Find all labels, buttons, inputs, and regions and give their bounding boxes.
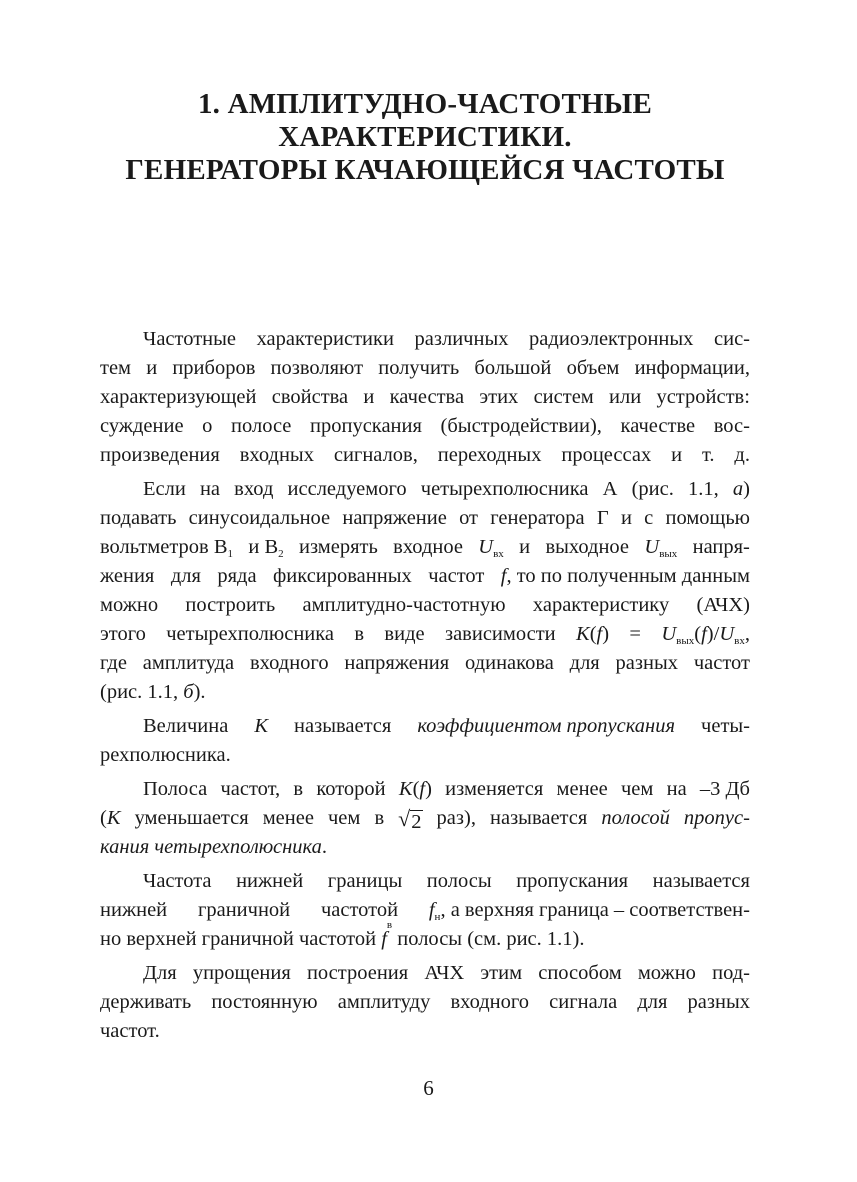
p6-line bbox=[100, 959, 750, 988]
word: для bbox=[569, 652, 600, 674]
word: характеризующей bbox=[100, 386, 257, 408]
word: Для bbox=[143, 962, 177, 984]
word: 1.1, bbox=[688, 478, 719, 500]
word: от bbox=[459, 507, 479, 529]
word: изменяется bbox=[445, 778, 544, 800]
word: амплитуду bbox=[337, 991, 431, 1013]
p1-line bbox=[100, 354, 750, 383]
word: свойства bbox=[271, 386, 349, 408]
p2-line bbox=[100, 591, 750, 620]
word: систем bbox=[533, 386, 594, 408]
word: граничной bbox=[197, 899, 291, 921]
word: подавать bbox=[100, 507, 177, 529]
word: на bbox=[199, 478, 221, 500]
word: приборов bbox=[172, 357, 256, 379]
word: Частотные bbox=[143, 328, 236, 350]
f-symbol: f bbox=[500, 565, 507, 587]
word: входное bbox=[393, 536, 463, 558]
word: нижней bbox=[236, 870, 304, 892]
word: АЧХ bbox=[424, 962, 465, 984]
formula-ratio: $U_{вых}(f)/U_{вх}$, bbox=[661, 623, 750, 647]
word: измерять bbox=[298, 536, 378, 558]
p1-line bbox=[100, 383, 750, 412]
word: характеристики bbox=[256, 328, 394, 350]
title-line-2: ХАРАКТЕРИСТИКИ. bbox=[278, 121, 572, 153]
p2-line: этого четырехполюсника в виде зависимости K(f) = $U_{вых}(f)/U_{вх}$, bbox=[100, 620, 750, 649]
word: частот, bbox=[220, 778, 281, 800]
p2-line: жения для ряда фиксированных частот f, то по полученным данным bbox=[100, 562, 750, 591]
word: А bbox=[602, 478, 618, 500]
word: полосе bbox=[231, 415, 292, 437]
word: разных bbox=[615, 652, 678, 674]
word: исследуемого bbox=[287, 478, 407, 500]
word: называется bbox=[652, 870, 750, 892]
word: Частота bbox=[143, 870, 212, 892]
word: для bbox=[637, 991, 668, 1013]
word: для bbox=[170, 565, 201, 587]
word: менее bbox=[556, 778, 608, 800]
word: можно bbox=[100, 594, 159, 616]
word: полосой bbox=[601, 807, 670, 829]
word: этого bbox=[100, 623, 146, 645]
word: на bbox=[666, 778, 687, 800]
page-number: 6 bbox=[423, 1076, 434, 1100]
word: сигналов, bbox=[333, 444, 418, 466]
word: генератора bbox=[490, 507, 585, 529]
word: под- bbox=[712, 962, 750, 984]
word: с bbox=[644, 507, 654, 529]
title-line-1: 1. АМПЛИТУДНО-ЧАСТОТНЫЕ bbox=[197, 88, 652, 120]
title-line-3: ГЕНЕРАТОРЫ КАЧАЮЩЕЙСЯ ЧАСТОТЫ bbox=[125, 154, 725, 186]
word: тем bbox=[100, 357, 132, 379]
word: синусоидальное bbox=[188, 507, 331, 529]
p6-line: частот. bbox=[100, 1020, 160, 1042]
word: способом bbox=[538, 962, 622, 984]
word: частотой bbox=[320, 899, 399, 921]
word: виде bbox=[384, 623, 425, 645]
p2-line: (рис. 1.1, б ). bbox=[100, 681, 206, 703]
word: сигнала bbox=[549, 991, 618, 1013]
word: помощью bbox=[665, 507, 750, 529]
word: (рис. bbox=[631, 478, 674, 500]
word: т. bbox=[701, 444, 715, 466]
word: чем bbox=[328, 807, 361, 829]
word: раз), bbox=[436, 807, 476, 829]
p2-line bbox=[100, 649, 750, 678]
word: объем bbox=[566, 357, 620, 379]
word: и bbox=[146, 357, 158, 379]
word: пропус- bbox=[683, 807, 750, 829]
word: о bbox=[202, 415, 213, 437]
u-in-symbol: $U_{вх}$ bbox=[478, 536, 504, 560]
word: и bbox=[519, 536, 531, 558]
u-out-symbol: $U_{вых}$ bbox=[644, 536, 678, 560]
body-text bbox=[100, 325, 750, 1046]
word: (быстродействии), bbox=[440, 415, 602, 437]
p4-line: Полоса частот, в которой K(f) изменяется менее чем на –3 Дб bbox=[100, 775, 750, 804]
word: информации, bbox=[634, 357, 750, 379]
word: четырехполюсника bbox=[420, 478, 589, 500]
p2-fig-label-a: а bbox=[732, 478, 744, 500]
word: пропускания bbox=[516, 870, 629, 892]
word: позволяют bbox=[270, 357, 364, 379]
term-transmission-coefficient: коэффициентом пропускания bbox=[417, 715, 676, 737]
word: частот bbox=[428, 565, 485, 587]
word: вос- bbox=[713, 415, 750, 437]
word: качестве bbox=[620, 415, 696, 437]
word: входного bbox=[249, 652, 329, 674]
word: в bbox=[354, 623, 365, 645]
formula-kf: K(f) bbox=[398, 778, 432, 800]
word: где bbox=[100, 652, 127, 674]
word: уменьшается bbox=[134, 807, 249, 829]
word: построения bbox=[306, 962, 409, 984]
word: Если bbox=[143, 478, 186, 500]
word: д. bbox=[734, 444, 750, 466]
word: этим bbox=[480, 962, 523, 984]
word: в bbox=[374, 807, 385, 829]
word: постоянную bbox=[211, 991, 318, 1013]
p5-line bbox=[100, 867, 750, 896]
word: радиоэлектронных bbox=[529, 328, 694, 350]
word: большой bbox=[474, 357, 552, 379]
chapter-title bbox=[100, 88, 750, 187]
word: называется bbox=[490, 807, 588, 829]
word: амплитуда bbox=[142, 652, 235, 674]
word: напряжение bbox=[342, 507, 447, 529]
word: и bbox=[620, 507, 632, 529]
sqrt-two: √ 2 bbox=[398, 806, 422, 833]
word: ряда bbox=[217, 565, 257, 587]
word: напряжения bbox=[344, 652, 450, 674]
word: фиксированных bbox=[273, 565, 412, 587]
word: и bbox=[671, 444, 683, 466]
p3-line: Величина K называется коэффициентом пропускания четы- bbox=[100, 712, 750, 741]
word: можно bbox=[637, 962, 696, 984]
word: входного bbox=[450, 991, 530, 1013]
p2-line: Если на вход исследуемого четырехполюсника А (рис. 1.1, а) bbox=[100, 475, 750, 504]
word: или bbox=[609, 386, 642, 408]
p6-line bbox=[100, 988, 750, 1017]
p3-line: рехполюсника. bbox=[100, 744, 231, 766]
word: Полоса bbox=[143, 778, 208, 800]
word: в bbox=[293, 778, 304, 800]
word: сис- bbox=[714, 328, 750, 350]
word: зависимости bbox=[444, 623, 556, 645]
word: (АЧХ) bbox=[696, 594, 750, 616]
word: одинакова bbox=[465, 652, 554, 674]
word: разных bbox=[687, 991, 750, 1013]
word: выходное bbox=[545, 536, 630, 558]
word: получить bbox=[378, 357, 460, 379]
p1-line bbox=[100, 441, 750, 470]
formula-kf: K(f) bbox=[576, 623, 610, 645]
p4-line: (K уменьшается менее чем в √ 2 раз), называется полосой пропус- bbox=[100, 806, 750, 833]
p1-line bbox=[100, 325, 750, 354]
word: устройств: bbox=[656, 386, 750, 408]
word: упрощения bbox=[192, 962, 291, 984]
word: четырехполюсника bbox=[166, 623, 335, 645]
word: менее bbox=[262, 807, 314, 829]
word: полосы bbox=[426, 870, 492, 892]
word: суждение bbox=[100, 415, 184, 437]
word: этих bbox=[479, 386, 519, 408]
word: частот bbox=[693, 652, 750, 674]
word: произведения bbox=[100, 444, 220, 466]
word: нижней bbox=[100, 899, 168, 921]
word: держивать bbox=[100, 991, 192, 1013]
p1-line bbox=[100, 412, 750, 441]
p5-line: нижней граничной частотой $f_н$, а верхняя граница – соответствен- bbox=[100, 896, 750, 925]
word: характеристику bbox=[532, 594, 670, 616]
word: которой bbox=[316, 778, 386, 800]
word: различных bbox=[414, 328, 509, 350]
word: и bbox=[363, 386, 375, 408]
p2-line bbox=[100, 504, 750, 533]
word: границы bbox=[327, 870, 403, 892]
p5-line: но верхней граничной частотой f в полосы (см. рис. 1.1). bbox=[100, 919, 585, 950]
word: входных bbox=[239, 444, 314, 466]
word: жения bbox=[100, 565, 155, 587]
word: качества bbox=[389, 386, 465, 408]
p4-line: кания четырехполюсника . bbox=[100, 836, 327, 858]
word: амплитудно-частотную bbox=[302, 594, 506, 616]
p2-line: вольтметров $В_1$ и $В_2$ измерять входное $U_{вх}$ и выходное $U_{вых}$ напря- bbox=[100, 533, 750, 562]
word: пропускания bbox=[310, 415, 422, 437]
word: чем bbox=[620, 778, 654, 800]
word: вход bbox=[234, 478, 274, 500]
word: процессах bbox=[561, 444, 652, 466]
word: Г bbox=[596, 507, 609, 529]
word: переходных bbox=[437, 444, 542, 466]
word: построить bbox=[185, 594, 276, 616]
